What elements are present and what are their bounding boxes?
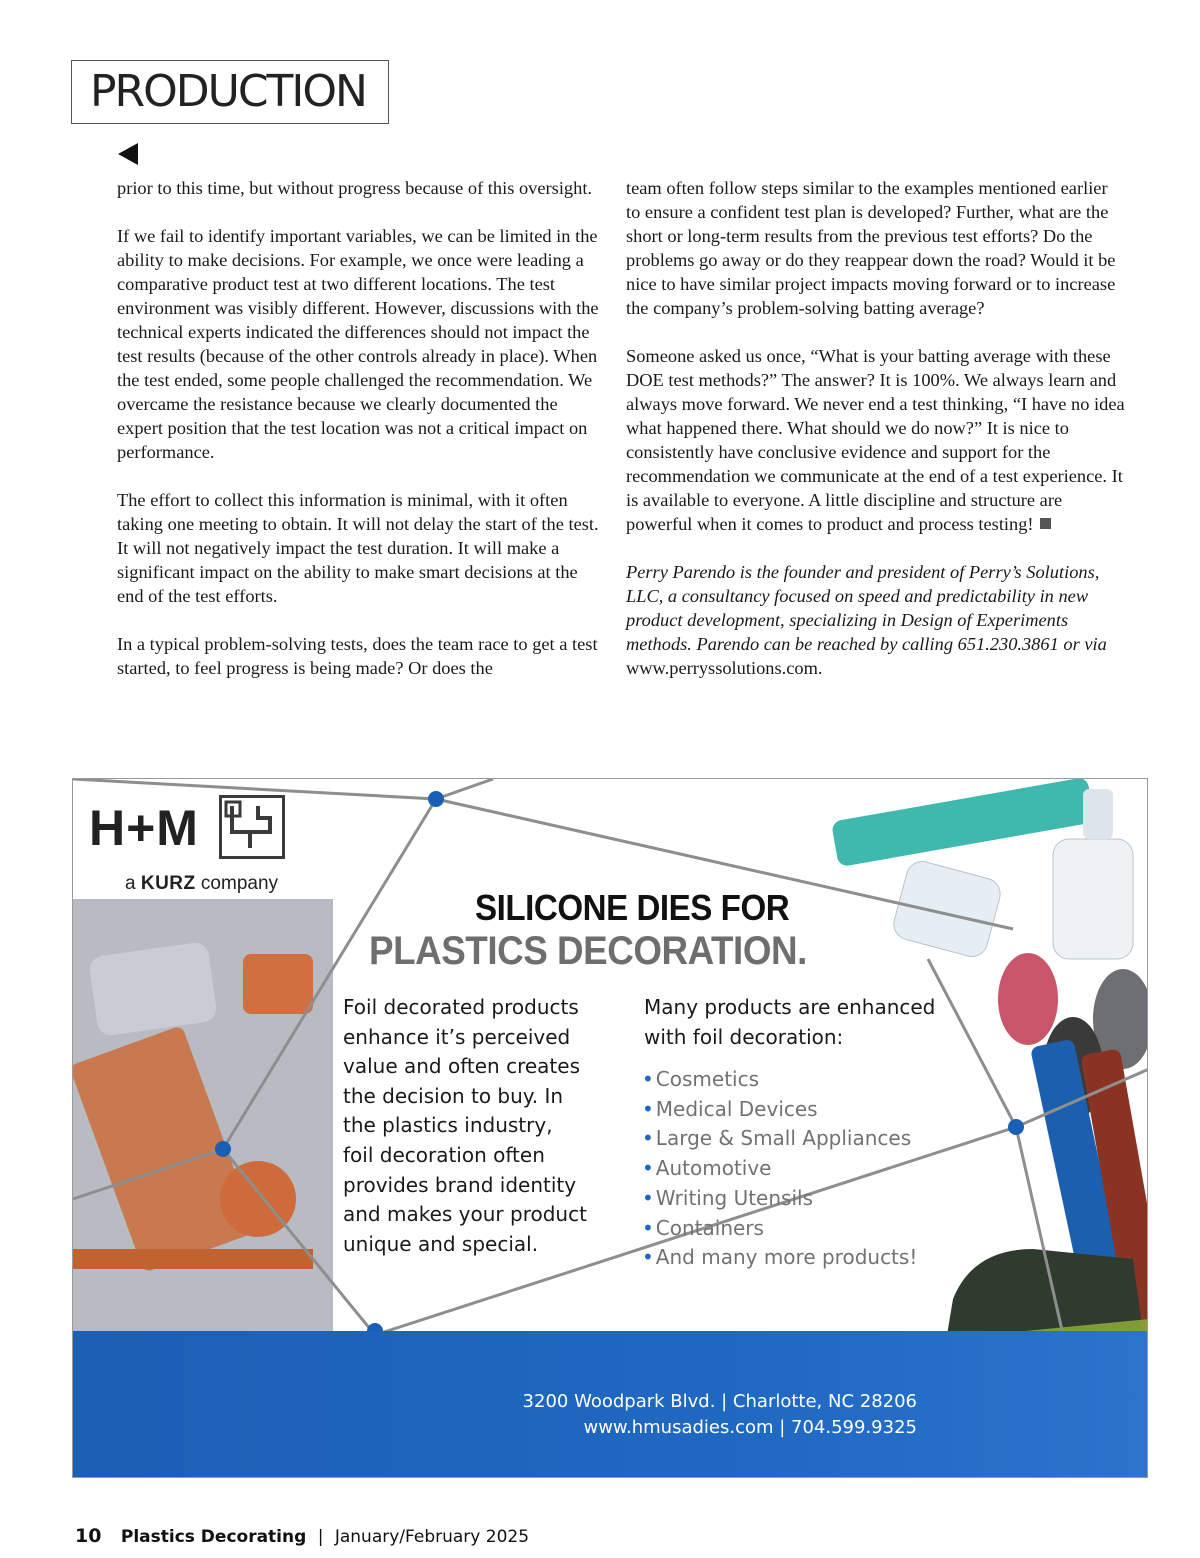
- author-website-link[interactable]: www.perryssolutions.com.: [626, 658, 823, 678]
- ad-body-line: and makes your product: [343, 1202, 587, 1227]
- ad-list-intro: [644, 993, 964, 1052]
- author-bio-text: Perry Parendo is the founder and president of Perry’s Solutions, LLC, a consultancy focused on speed and predictability in new product development, specializing in Design of Experiments methods. Parendo can be reached by calling 651.230.3861 or via: [626, 562, 1107, 654]
- footer-separator: |: [317, 1527, 324, 1547]
- section-header-box: [71, 60, 389, 124]
- article-paragraph: In a typical problem-solving tests, does the team race to get a test started, to feel progress is being made? Or does the: [117, 634, 598, 678]
- brand-logo-subtitle: [125, 873, 278, 895]
- list-item: • Large & Small Appliances: [642, 1124, 917, 1154]
- ad-body-line: the decision to buy. In: [343, 1083, 564, 1108]
- ad-intro-line: with foil decoration:: [644, 1024, 844, 1049]
- ad-body-line: enhance it’s perceived: [343, 1024, 571, 1049]
- brand-sub-prefix: a: [125, 873, 136, 894]
- list-item: • Containers: [642, 1214, 917, 1244]
- brand-logo-wordmark: H+M: [89, 800, 199, 856]
- article-column-left: [117, 176, 607, 704]
- section-label: PRODUCTION: [90, 66, 366, 117]
- continued-arrow-icon: [118, 143, 138, 165]
- brand-logo-mark-icon: [219, 795, 285, 859]
- ad-website-phone[interactable]: www.hmusadies.com | 704.599.9325: [583, 1417, 917, 1438]
- article-paragraph: If we fail to identify important variables, we can be limited in the ability to make decisions. For example, we once were leading a comparative product test at two different locations. The test environment was visibly different. However, discussions with the technical experts indicated the differences should not impact the test results (because of the other controls already in place). When the test ended, some people challenged the recommendation. We overcame the resistance because we clearly documented the expert position that the test location was not a critical impact on performance.: [117, 226, 599, 462]
- article-paragraph-text: Someone asked us once, “What is your batting average with these DOE test methods?” The answer? It is 100%. We always learn and always move forward. We never end a test thinking, “I have no idea what happened there. What should we do now?” It is nice to consistently have conclusive evidence and support for the recommendation we communicate at the end of a test experience. It is available to everyone. A little discipline and structure are powerful when it comes to product and process testing!: [626, 346, 1125, 534]
- list-item: • And many more products!: [642, 1243, 917, 1273]
- ad-body-line: provides brand identity: [343, 1172, 577, 1197]
- ad-title-line2: PLASTICS DECORATION.: [369, 929, 807, 973]
- article-column-right: [626, 176, 1126, 704]
- list-item: • Medical Devices: [642, 1095, 917, 1125]
- ad-title-line1: SILICONE DIES FOR: [475, 887, 790, 928]
- magazine-name: Plastics Decorating: [120, 1527, 307, 1547]
- ad-body-line: value and often creates: [343, 1054, 580, 1079]
- list-item: • Cosmetics: [642, 1065, 917, 1095]
- article-paragraph: [626, 344, 1126, 536]
- ad-body-line: unique and special.: [343, 1231, 539, 1256]
- ad-address: 3200 Woodpark Blvd. | Charlotte, NC 28206: [522, 1391, 917, 1412]
- brand-sub-suffix: company: [200, 873, 279, 894]
- ad-body-copy: [343, 993, 593, 1259]
- issue-date: January/February 2025: [334, 1527, 530, 1547]
- silicone-dies-image: [73, 899, 333, 1339]
- author-bio: [626, 560, 1126, 680]
- ad-contact-info: [453, 1389, 917, 1441]
- article-paragraph: The effort to collect this information is minimal, with it often taking one meeting to obtain. It will not delay the start of the test. It will not negatively impact the test duration. It will make a significant impact on the ability to make smart decisions at the end of the test efforts.: [117, 490, 599, 606]
- ad-product-list: [642, 1065, 917, 1273]
- list-item: • Automotive: [642, 1154, 917, 1184]
- article-paragraph: team often follow steps similar to the examples mentioned earlier to ensure a confident test plan is developed? Further, what are the short or long-term results from the previous test efforts? Do the problems go away or do they reappear down the road? Would it be nice to have similar project impacts moving forward or to increase the company’s problem-solving batting average?: [626, 178, 1116, 318]
- page-number: 10: [75, 1525, 102, 1547]
- ad-intro-line: Many products are enhanced: [644, 995, 936, 1019]
- list-item: • Writing Utensils: [642, 1184, 917, 1214]
- advertisement: [72, 778, 1148, 1478]
- brand-sub-kurz: KURZ: [140, 873, 196, 894]
- ad-body-line: foil decoration often: [343, 1142, 545, 1167]
- ad-body-line: Foil decorated products: [343, 995, 579, 1019]
- ad-body-line: the plastics industry,: [343, 1113, 553, 1138]
- page-footer: [75, 1525, 529, 1547]
- end-of-article-mark-icon: [1040, 518, 1051, 529]
- article-paragraph: prior to this time, but without progress because of this oversight.: [117, 178, 593, 198]
